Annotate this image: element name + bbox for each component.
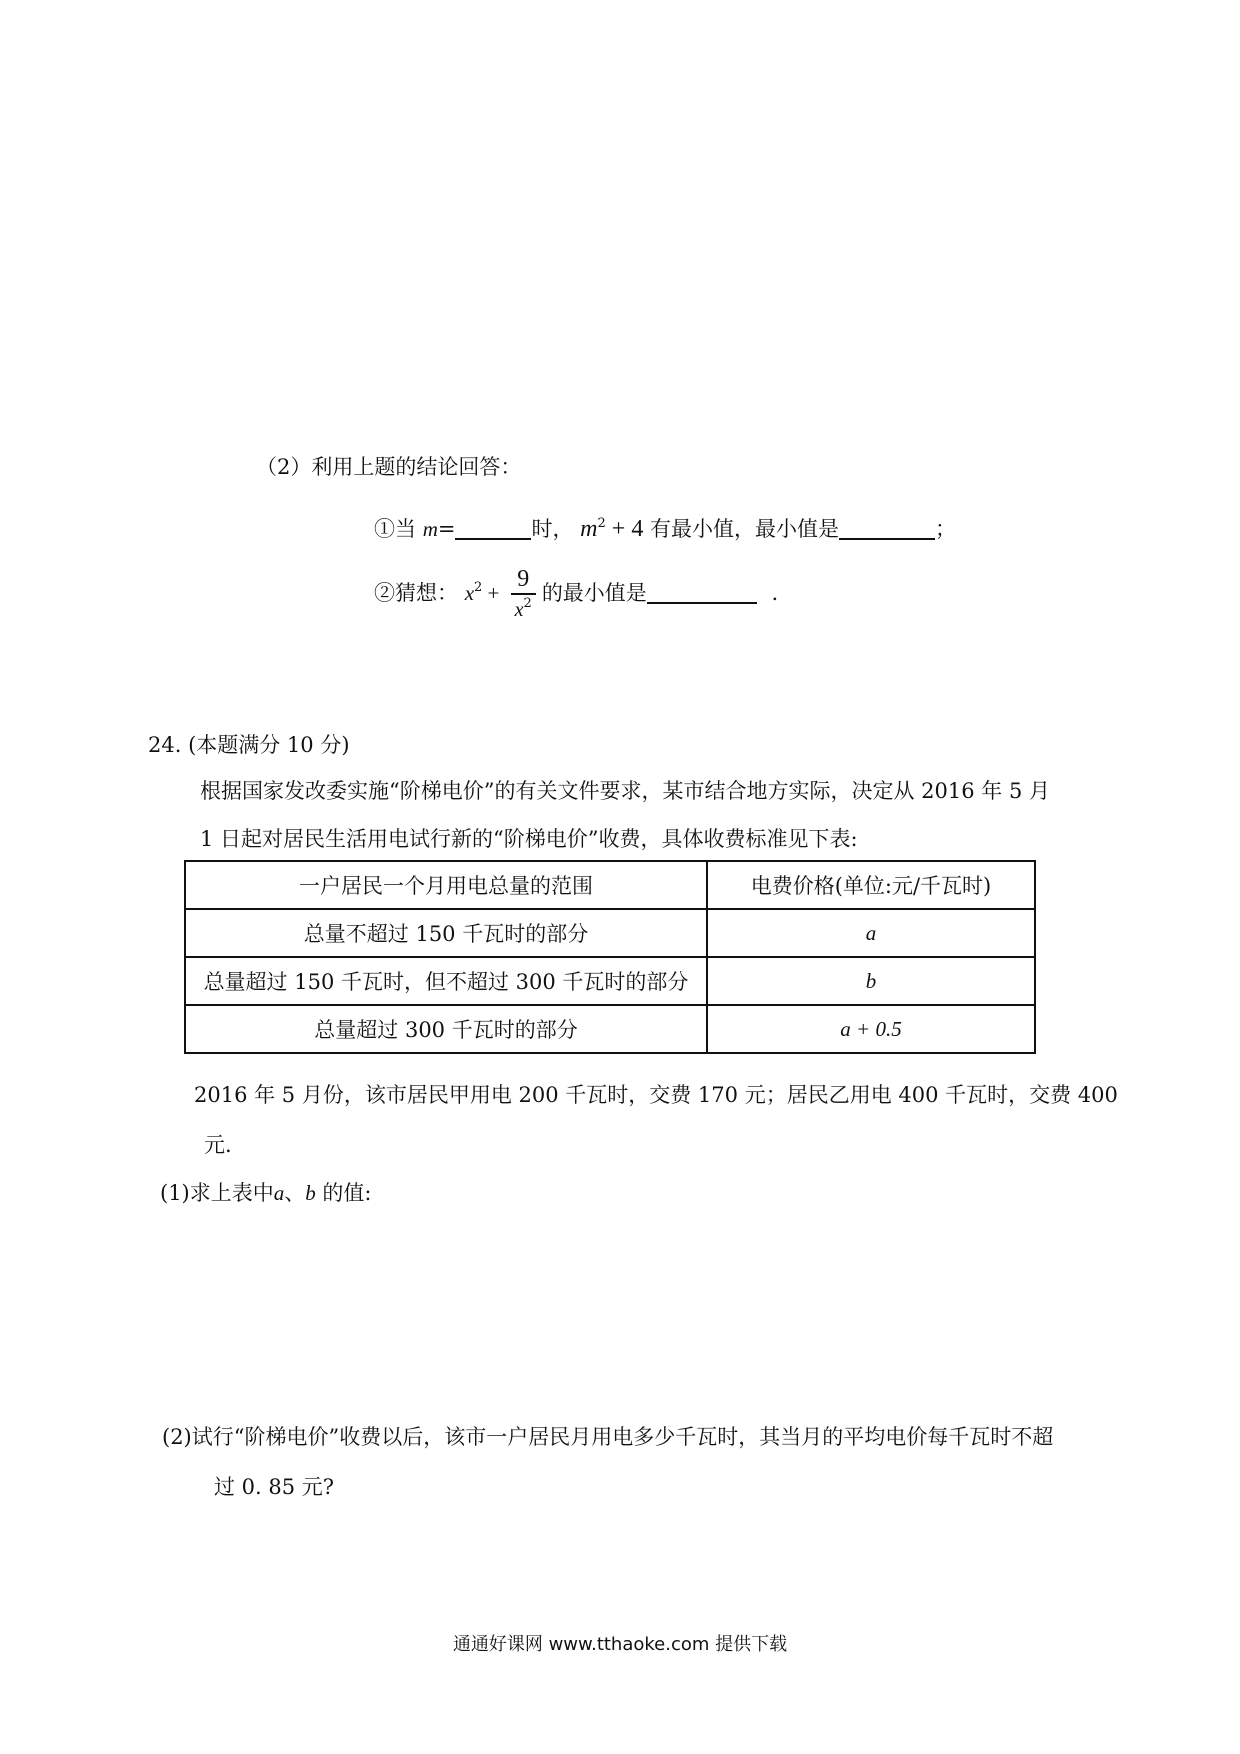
question-1-prefix: (1)求上表中 — [160, 1181, 274, 1205]
table-cell-price: b — [707, 957, 1035, 1005]
q2-fraction — [511, 565, 536, 624]
fraction-den-base: x — [514, 599, 524, 621]
q1-equals: = — [437, 517, 456, 541]
problem-24-title: 24. (本题满分 10 分) — [148, 733, 350, 757]
table-cell-price: a + 0.5 — [707, 1005, 1035, 1053]
q1-end: ； — [935, 517, 957, 541]
q1-mid: 时， — [531, 517, 574, 541]
problem-24-info-line-1: 2016 年 5 月份，该市居民甲用电 200 千瓦时，交费 170 元；居民乙用电 400 千瓦时，交费 400 — [194, 1083, 1118, 1107]
question-1-suffix: 的值: — [315, 1181, 372, 1205]
table-row — [185, 957, 1035, 1005]
q1-expr-base: m — [580, 516, 598, 542]
answer-blank-min-value[interactable] — [839, 516, 935, 540]
part2-question-2 — [374, 556, 778, 630]
q1-prefix: ①当 — [374, 517, 423, 541]
table-cell-range: 总量不超过 150 千瓦时的部分 — [185, 909, 707, 957]
q2-suffix: 的最小值是 — [541, 581, 647, 605]
table-cell-range: 总量超过 150 千瓦时，但不超过 300 千瓦时的部分 — [185, 957, 707, 1005]
q1-var-m: m — [422, 517, 438, 541]
q1-expr-exp: 2 — [597, 516, 606, 531]
problem-24-question-2-line-2: 过 0. 85 元? — [214, 1475, 335, 1499]
q2-prefix: ②猜想： — [374, 581, 458, 605]
part2-question-1 — [374, 514, 956, 544]
rate-table — [184, 860, 1036, 1054]
fraction-denominator — [511, 595, 536, 624]
table-header-price: 电费价格(单位:元/千瓦时) — [707, 861, 1035, 909]
page-footer: 通通好课网 www.tthaoke.com 提供下载 — [452, 1634, 788, 1655]
question-1-var-b: b — [305, 1181, 316, 1205]
table-row — [185, 1005, 1035, 1053]
problem-24-question-2-line-1: (2)试行“阶梯电价”收费以后，该市一户居民月用电多少千瓦时，其当月的平均电价每千瓦时不超 — [162, 1425, 1054, 1449]
problem-24-info-line-2: 元. — [204, 1133, 232, 1157]
table-header-row — [185, 861, 1035, 909]
problem-24-intro-line-1: 根据国家发改委实施“阶梯电价”的有关文件要求，某市结合地方实际，决定从 2016 年 5 月 — [200, 779, 1050, 803]
table-cell-price: a — [707, 909, 1035, 957]
q2-exp: 2 — [474, 580, 483, 595]
q2-end: . — [771, 581, 779, 605]
q1-expr-rest: + 4 — [605, 516, 644, 542]
problem-24-question-1 — [160, 1178, 372, 1208]
answer-blank-m[interactable] — [455, 516, 531, 540]
question-1-var-a: a — [273, 1181, 285, 1205]
table-header-range: 一户居民一个月用电总量的范围 — [185, 861, 707, 909]
problem-24-intro-line-2: 1 日起对居民生活用电试行新的“阶梯电价”收费，具体收费标准见下表: — [200, 827, 858, 851]
fraction-numerator: 9 — [517, 566, 530, 592]
q1-suffix: 有最小值，最小值是 — [650, 517, 840, 541]
question-1-sep: 、 — [284, 1181, 306, 1205]
table-row — [185, 909, 1035, 957]
part2-heading: （2）利用上题的结论回答： — [256, 455, 522, 479]
q2-x: x — [464, 581, 475, 605]
fraction-den-exp: 2 — [523, 596, 532, 611]
table-cell-range: 总量超过 300 千瓦时的部分 — [185, 1005, 707, 1053]
q2-plus: + — [482, 581, 505, 605]
answer-blank-guess[interactable] — [647, 580, 757, 604]
